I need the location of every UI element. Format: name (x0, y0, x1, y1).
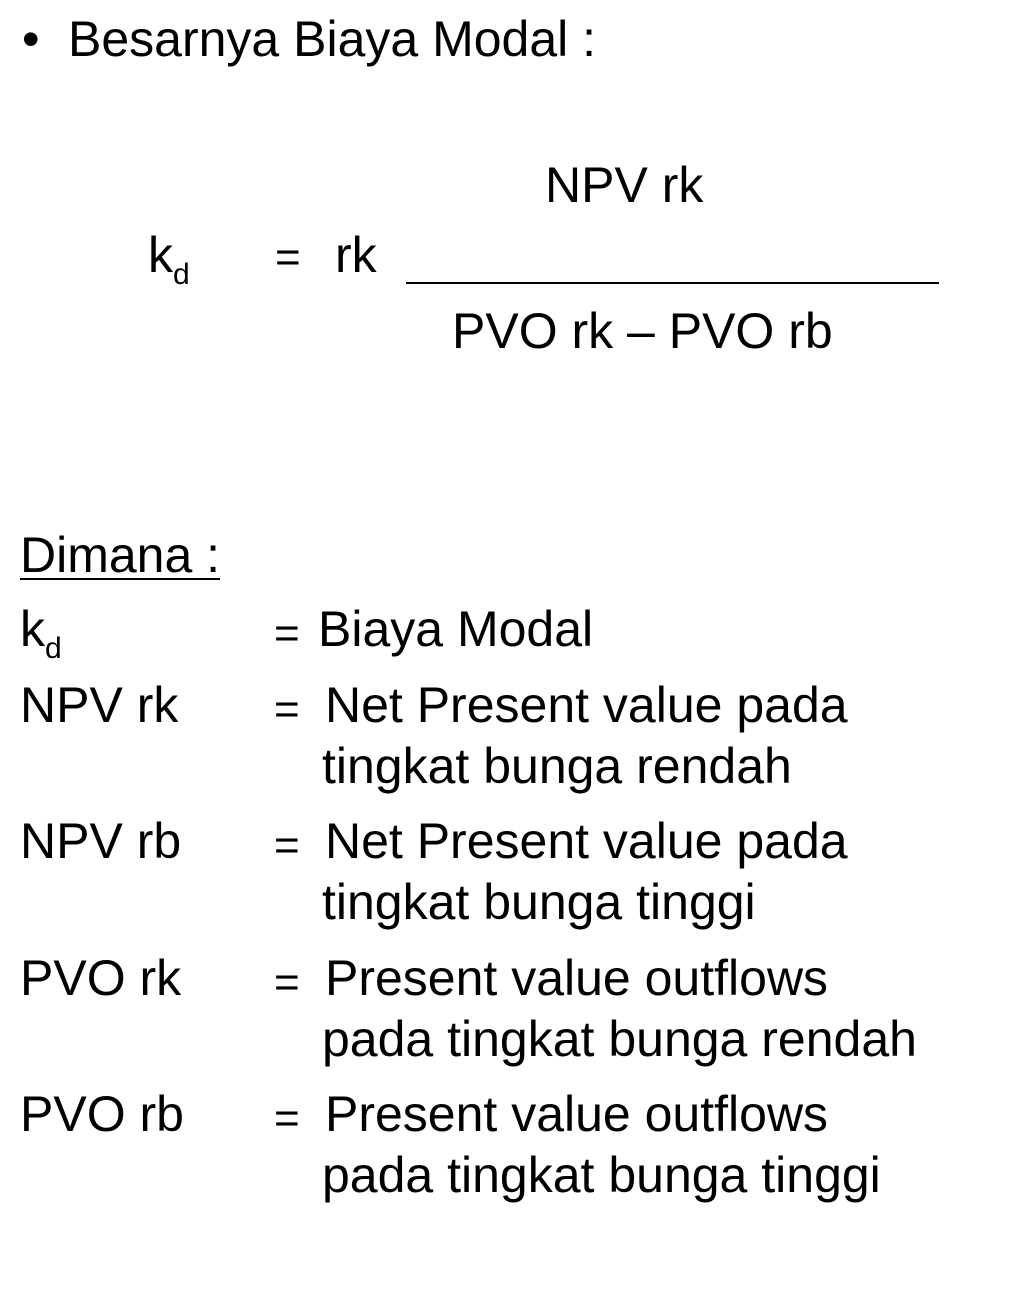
definition-term-subscript: d (45, 632, 62, 665)
formula-numerator: NPV rk (545, 157, 704, 213)
definition-equals: = (274, 821, 300, 870)
slide-heading: Besarnya Biaya Modal : (68, 11, 597, 67)
formula-lhs (148, 227, 190, 291)
formula-denominator: PVO rk – PVO rb (452, 303, 833, 359)
definition-text: Net Present value pada (325, 813, 848, 869)
definition-equals: = (274, 1094, 300, 1143)
definition-equals: = (274, 685, 300, 734)
definition-text: pada tingkat bunga tinggi (322, 1147, 881, 1203)
formula-factor: rk (335, 227, 377, 283)
definition-term: NPV rk (20, 677, 179, 733)
definition-text: Present value outflows (325, 1086, 829, 1142)
formula-equals: = (275, 233, 301, 282)
definition-term: PVO rb (20, 1086, 184, 1142)
definition-text: Net Present value pada (325, 677, 848, 733)
definitions-title: Dimana : (20, 527, 221, 583)
definition-text: tingkat bunga rendah (322, 738, 792, 794)
definition-text: pada tingkat bunga rendah (322, 1011, 917, 1067)
definition-equals: = (274, 958, 300, 1007)
bullet-icon: • (22, 11, 40, 67)
definition-term: PVO rk (20, 950, 182, 1006)
fraction-bar (406, 282, 939, 284)
formula-lhs-subscript: d (173, 258, 190, 291)
definition-term-main: k (20, 601, 45, 657)
definition-term: NPV rb (20, 813, 182, 869)
definition-term (20, 601, 62, 665)
definition-text: Biaya Modal (318, 601, 594, 657)
formula-lhs-main: k (148, 227, 173, 283)
definition-text: Present value outflows (325, 950, 829, 1006)
definition-text: tingkat bunga tinggi (322, 874, 756, 930)
definition-equals: = (274, 609, 300, 658)
